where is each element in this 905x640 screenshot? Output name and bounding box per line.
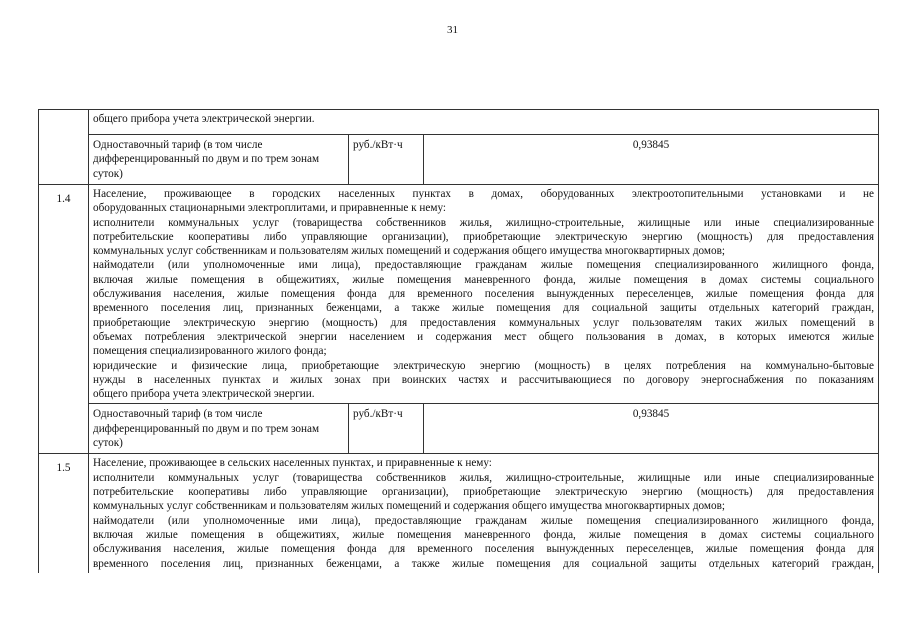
number-cell <box>39 404 89 454</box>
description-line: потребительские кооперативы либо управляющие организации), приобретающие электрическую энергию (мощность) для предоставления <box>93 486 875 499</box>
description-cell <box>89 110 879 135</box>
unit-cell <box>349 135 424 185</box>
tariff-name-cell <box>89 404 349 454</box>
description-text: общего прибора учета электрической энергии. <box>93 113 315 125</box>
value-cell <box>424 135 879 185</box>
row-number: 1.5 <box>56 462 71 475</box>
description-cell <box>89 454 879 573</box>
description-line: помещения специализированного жилого фонда; <box>93 345 327 358</box>
description-line: включая жилые помещения в общежитиях, жилые помещения маневренного фонда, жилые помещения в домах системы социального <box>93 273 875 286</box>
number-cell <box>39 110 89 135</box>
description-line: коммунальных услуг собственникам и пользователям жилых помещений и содержания общего имущества многоквартирных домов; <box>93 245 725 258</box>
value-cell <box>424 404 879 454</box>
description-line: приобретающие электрическую энергию (мощность) для предоставления коммунальных услуг пользователям таких жилых помещений в <box>93 316 875 329</box>
description-line: исполнители коммунальных услуг (товарищества собственников жилья, жилищно-строительные, жилищные или иные специализированные <box>93 471 875 484</box>
tariff-value: 0,93845 <box>632 139 670 151</box>
row-number: 1.4 <box>56 193 71 205</box>
description-line: общего прибора учета электрической энергии. <box>93 388 315 401</box>
page-number: 31 <box>447 24 458 36</box>
unit-cell <box>349 404 424 454</box>
number-cell <box>39 135 89 185</box>
description-line: временного поселения лиц, признанных беженцами, а также жилые помещения для социальной защиты отдельных категорий граждан, <box>93 557 875 570</box>
number-cell <box>39 185 89 404</box>
description-line: временного поселения лиц, признанных беженцами, а также жилые помещения для социальной защиты отдельных категорий граждан, <box>93 302 875 315</box>
description-line: Население, проживающее в сельских населенных пунктах, и приравненные к нему: <box>93 457 492 470</box>
description-line: юридические и физические лица, приобретающие электрическую энергию (мощность) в целях потребления на коммунально-бытовые <box>93 359 875 372</box>
description-line: обслуживания населения, жилые помещения фонда для временного поселения вынужденных переселенцев, жилые помещения фонда для <box>93 543 875 556</box>
description-line: включая жилые помещения в общежитиях, жилые помещения маневренного фонда, жилые помещения в домах системы социального <box>93 528 875 541</box>
description-line: наймодатели (или уполномоченные ими лица), предоставляющие гражданам жилые помещения специализированного жилищного фонда, <box>93 259 875 272</box>
description-cell <box>89 185 879 404</box>
number-cell <box>39 454 89 573</box>
unit-label: руб./кВт·ч <box>353 408 403 421</box>
description-line: нужды в населенных пунктах и жилых зонах при воинских частях и рассчитывающиеся по договору энергоснабжения по показаниям <box>93 373 875 386</box>
description-line: потребительские кооперативы либо управляющие организации), приобретающие электрическую энергию (мощность) для предоставления <box>93 230 875 243</box>
tariff-name: Одноставочный тариф (в том числе дифференцированный по двум и по трем зонам суток) <box>93 408 320 450</box>
description-line: коммунальных услуг собственникам и пользователям жилых помещений и содержания общего имущества многоквартирных домов; <box>93 500 725 513</box>
table-row <box>39 110 879 135</box>
tariff-name: Одноставочный тариф (в том числе дифференцированный по двум и по трем зонам суток) <box>93 139 320 180</box>
unit-label: руб./кВт·ч <box>353 139 403 151</box>
description-line: объемах потребления электрической энергии населением и содержания мест общего пользования в домах, в которых имеются жилые <box>93 330 875 343</box>
description-line: наймодатели (или уполномоченные ими лица), предоставляющие гражданам жилые помещения специализированного жилищного фонда, <box>93 514 875 527</box>
table-row <box>39 404 879 454</box>
tariff-name-cell <box>89 135 349 185</box>
description-line: оборудованных стационарными электроплитами, и приравненные к нему: <box>93 202 446 215</box>
description-line: обслуживания населения, жилые помещения фонда для временного поселения вынужденных переселенцев, жилые помещения фонда для <box>93 288 875 301</box>
tariff-table <box>38 109 879 573</box>
table-row <box>39 454 879 573</box>
description-line: исполнители коммунальных услуг (товарищества собственников жилья, жилищно-строительные, жилищные или иные специализированные <box>93 216 875 229</box>
table-row <box>39 185 879 404</box>
table-row <box>39 135 879 185</box>
description-line: Население, проживающее в городских населенных пунктах в домах, оборудованных электроотопительными установками и не <box>93 188 875 200</box>
tariff-value: 0,93845 <box>632 408 670 421</box>
